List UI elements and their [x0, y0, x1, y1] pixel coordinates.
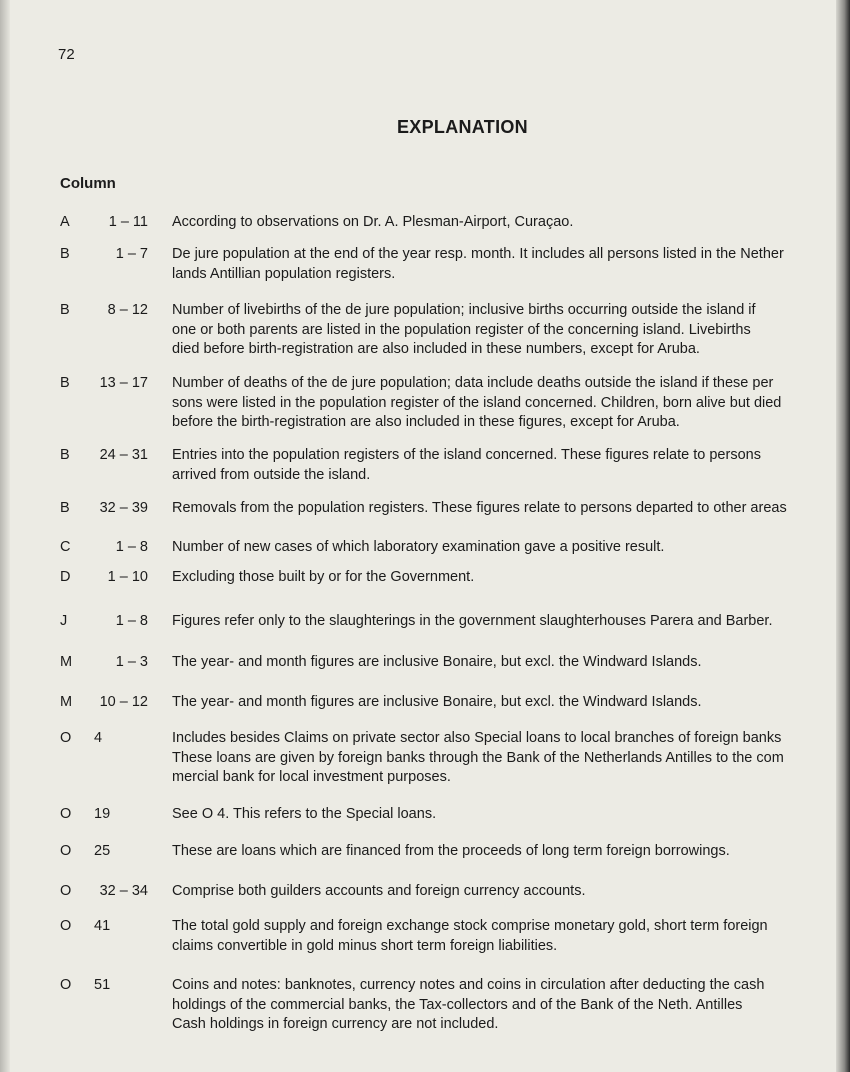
text-line: Number of deaths of the de jure population; data include deaths outside the island if these per: [172, 375, 774, 391]
column-letter: O: [60, 977, 72, 993]
explanation-text: [172, 213, 840, 233]
column-range: 1 – 3: [115, 654, 148, 670]
explanation-text: [172, 693, 840, 713]
explanation-text: [172, 976, 840, 1035]
text-line: sons were listed in the population register of the island concerned. Children, born alive but died: [172, 394, 782, 411]
column-range: 1 – 7: [115, 246, 148, 262]
column-letter: B: [60, 375, 70, 391]
column-range: 1 – 8: [115, 613, 148, 629]
column-letter: B: [60, 447, 70, 463]
text-line: claims convertible in gold minus short term foreign liabilities.: [172, 937, 558, 954]
column-letter: B: [60, 500, 70, 516]
text-line: Number of new cases of which laboratory examination gave a positive result.: [172, 539, 665, 555]
page-number: 72: [58, 46, 75, 63]
text-line: Number of livebirths of the de jure population; inclusive births occurring outside the island if: [172, 302, 756, 318]
column-range: 19: [94, 806, 111, 822]
column-letter: C: [60, 539, 71, 555]
column-letter: A: [60, 214, 70, 230]
column-range: 25: [94, 843, 111, 859]
explanation-text: [172, 729, 840, 788]
explanation-text: [172, 653, 840, 673]
column-letter: O: [60, 730, 72, 746]
text-line: Entries into the population registers of the island concerned. These figures relate to persons: [172, 447, 761, 463]
explanation-text: [172, 374, 840, 433]
text-line: Coins and notes: banknotes, currency notes and coins in circulation after deducting the cash: [172, 977, 765, 993]
explanation-text: [172, 568, 840, 588]
column-range: 24 – 31: [99, 447, 148, 463]
column-letter: M: [60, 694, 73, 710]
explanation-text: [172, 612, 840, 632]
explanation-text: [172, 842, 840, 862]
column-letter: O: [60, 806, 72, 822]
column-range: 32 – 39: [99, 500, 148, 516]
page-edge-shadow: [836, 0, 850, 1072]
explanation-text: [172, 301, 840, 360]
text-line: Excluding those built by or for the Government.: [172, 569, 475, 585]
column-range: 51: [94, 977, 111, 993]
text-line: The year- and month figures are inclusive Bonaire, but excl. the Windward Islands.: [172, 654, 702, 670]
column-range: 13 – 17: [99, 375, 148, 391]
column-range: 8 – 12: [107, 302, 148, 318]
column-letter: O: [60, 843, 72, 859]
explanation-text: [172, 917, 840, 956]
column-letter: O: [60, 918, 72, 934]
column-range: 1 – 11: [108, 214, 148, 230]
text-line: holdings of the commercial banks, the Tax-collectors and of the Bank of the Neth. Antilles: [172, 996, 743, 1013]
column-range: 1 – 10: [107, 569, 148, 585]
column-header: Column: [60, 175, 116, 192]
text-line: The total gold supply and foreign exchange stock comprise monetary gold, short term foreign: [172, 918, 768, 934]
column-letter: B: [60, 302, 70, 318]
column-letter: J: [60, 613, 68, 629]
text-line: The year- and month figures are inclusive Bonaire, but excl. the Windward Islands.: [172, 694, 702, 710]
column-range: 1 – 8: [115, 539, 148, 555]
text-line: Cash holdings in foreign currency are not included.: [172, 1016, 499, 1032]
text-line: one or both parents are listed in the population register of the concerning island. Livebirths: [172, 321, 751, 338]
column-letter: D: [60, 569, 71, 585]
text-line: lands Antillian population registers.: [172, 265, 396, 282]
explanation-text: [172, 882, 840, 902]
text-line: Includes besides Claims on private sector also Special loans to local branches of foreign banks: [172, 730, 782, 746]
column-range: 4: [94, 730, 103, 746]
text-line: Figures refer only to the slaughterings in the government slaughterhouses Parera and Barber.: [172, 613, 773, 629]
text-line: mercial bank for local investment purposes.: [172, 769, 451, 785]
explanation-text: [172, 245, 840, 284]
page-binding-shadow: [0, 0, 10, 1072]
text-line: According to observations on Dr. A. Plesman-Airport, Curaçao.: [172, 214, 574, 230]
text-line: See O 4. This refers to the Special loans.: [172, 806, 437, 822]
explanation-text: [172, 538, 840, 558]
text-line: These are loans which are financed from the proceeds of long term foreign borrowings.: [172, 843, 730, 859]
column-letter: M: [60, 654, 73, 670]
column-letter: B: [60, 246, 70, 262]
explanation-text: [172, 499, 840, 519]
text-line: arrived from outside the island.: [172, 466, 371, 483]
text-line: Removals from the population registers. These figures relate to persons departed to other areas: [172, 500, 787, 516]
page-title: EXPLANATION: [397, 117, 528, 137]
text-line: These loans are given by foreign banks through the Bank of the Netherlands Antilles to the com: [172, 749, 784, 766]
explanation-text: [172, 805, 840, 825]
column-range: 41: [94, 918, 111, 934]
text-line: died before birth-registration are also included in these numbers, except for Aruba.: [172, 341, 700, 357]
text-line: Comprise both guilders accounts and foreign currency accounts.: [172, 883, 586, 899]
column-range: 10 – 12: [99, 694, 148, 710]
column-letter: O: [60, 883, 72, 899]
explanation-text: [172, 446, 840, 485]
text-line: before the birth-registration are also included in these figures, except for Aruba.: [172, 414, 680, 430]
text-line: De jure population at the end of the year resp. month. It includes all persons listed in the Nether: [172, 246, 784, 262]
column-range: 32 – 34: [99, 883, 148, 899]
